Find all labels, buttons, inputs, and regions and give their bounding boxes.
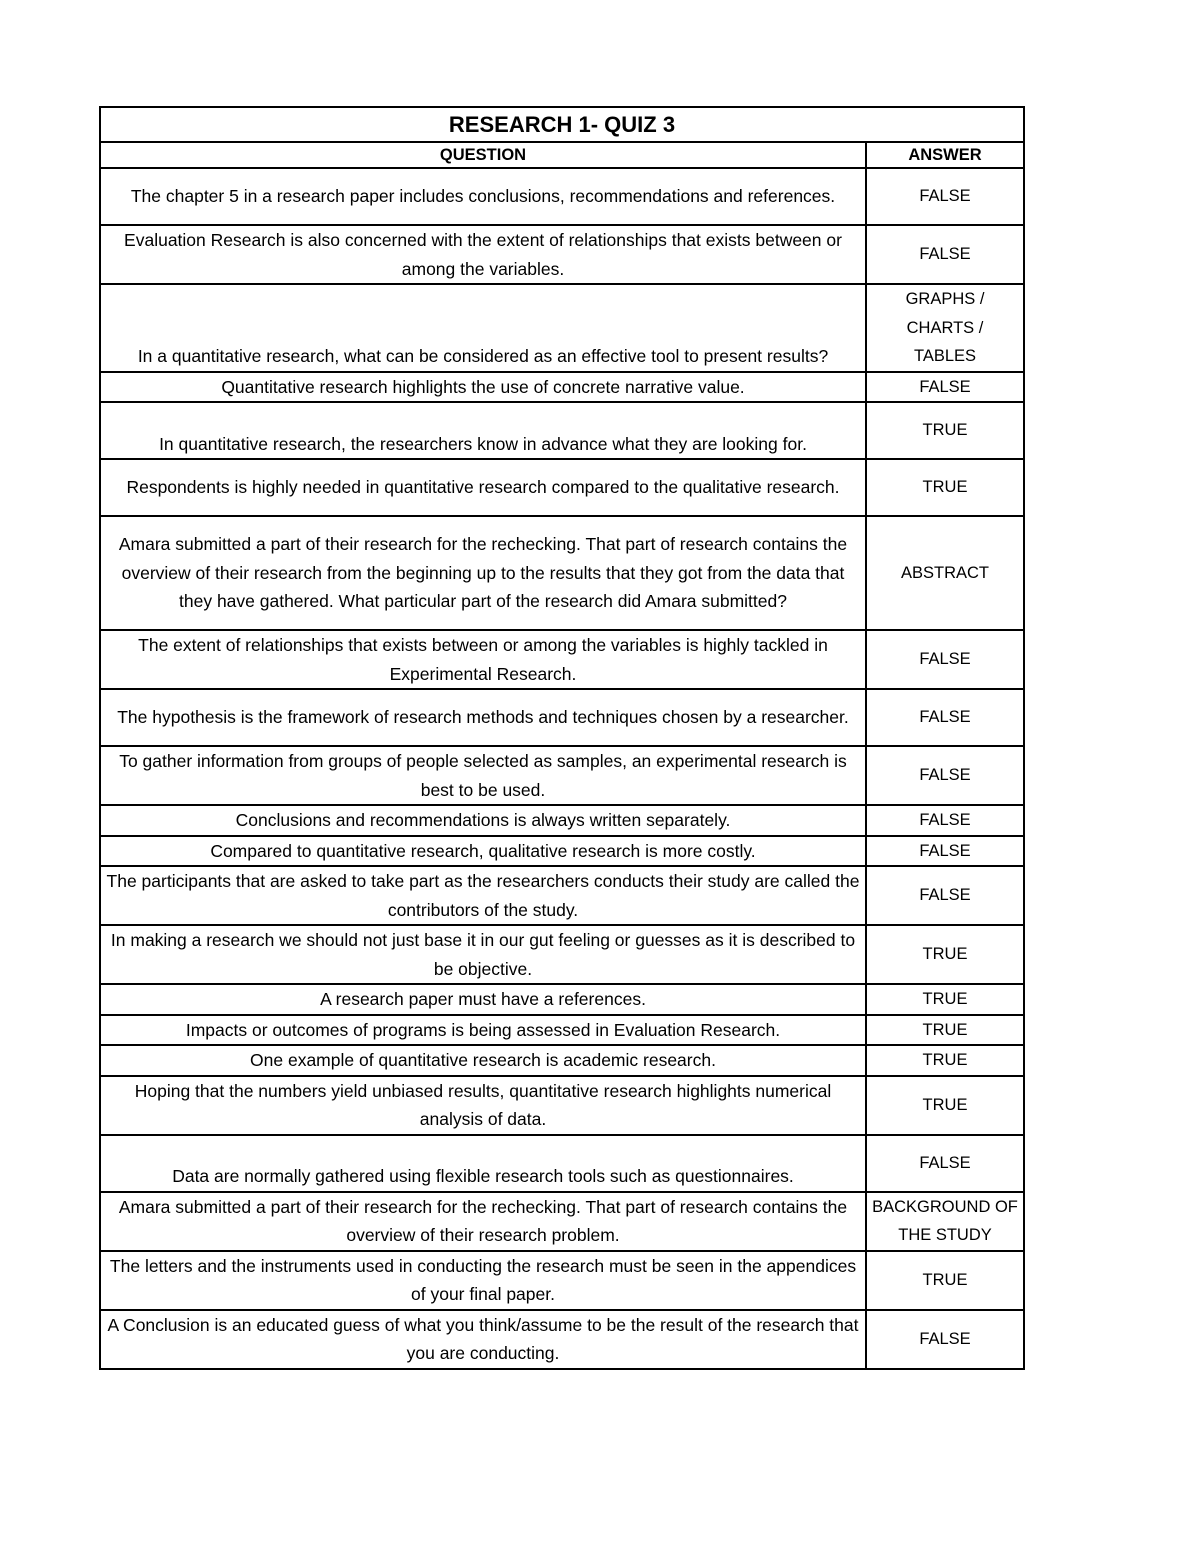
answer-cell: FALSE [866, 746, 1024, 805]
question-cell: Impacts or outcomes of programs is being assessed in Evaluation Research. [100, 1015, 866, 1046]
answer-cell: TRUE [866, 1076, 1024, 1135]
answer-column-header: ANSWER [866, 142, 1024, 168]
answer-cell: FALSE [866, 836, 1024, 867]
answer-cell: FALSE [866, 168, 1024, 225]
table-row [100, 630, 1024, 689]
table-row [100, 1015, 1024, 1046]
table-row [100, 1045, 1024, 1076]
answer-cell: TRUE [866, 1251, 1024, 1310]
table-row [100, 284, 1024, 372]
table-row [100, 689, 1024, 746]
question-cell: The hypothesis is the framework of research methods and techniques chosen by a researcher. [100, 689, 866, 746]
table-row [100, 372, 1024, 403]
header-row [100, 142, 1024, 168]
table-row [100, 1310, 1024, 1369]
question-cell: The extent of relationships that exists between or among the variables is highly tackled in Experimental Research. [100, 630, 866, 689]
question-cell [100, 284, 866, 372]
question-cell: Compared to quantitative research, qualitative research is more costly. [100, 836, 866, 867]
question-cell: In making a research we should not just base it in our gut feeling or guesses as it is described to be objective. [100, 925, 866, 984]
question-cell: Data are normally gathered using flexible research tools such as questionnaires. [100, 1135, 866, 1192]
answer-cell: FALSE [866, 1310, 1024, 1369]
answer-cell: BACKGROUND OF THE STUDY [866, 1192, 1024, 1251]
question-cell: Respondents is highly needed in quantitative research compared to the qualitative research. [100, 459, 866, 516]
answer-cell: FALSE [866, 805, 1024, 836]
quiz-table [99, 106, 1025, 1370]
question-cell: The chapter 5 in a research paper includes conclusions, recommendations and references. [100, 168, 866, 225]
table-row [100, 225, 1024, 284]
question-cell: A Conclusion is an educated guess of what you think/assume to be the result of the research that you are conducting. [100, 1310, 866, 1369]
table-row [100, 836, 1024, 867]
question-cell: Quantitative research highlights the use of concrete narrative value. [100, 372, 866, 403]
answer-cell: TRUE [866, 925, 1024, 984]
question-cell: One example of quantitative research is academic research. [100, 1045, 866, 1076]
question-text: In a quantitative research, what can be considered as an effective tool to present results? [137, 346, 829, 366]
question-cell: Hoping that the numbers yield unbiased results, quantitative research highlights numerical analysis of data. [100, 1076, 866, 1135]
question-cell: In quantitative research, the researchers know in advance what they are looking for. [100, 402, 866, 459]
answer-cell: GRAPHS / CHARTS / TABLES [866, 284, 1024, 372]
table-row [100, 1076, 1024, 1135]
answer-cell: TRUE [866, 402, 1024, 459]
answer-cell: FALSE [866, 372, 1024, 403]
question-cell: Amara submitted a part of their research for the rechecking. That part of research contains the overview of their research problem. [100, 1192, 866, 1251]
table-row [100, 459, 1024, 516]
table-row [100, 402, 1024, 459]
table-row [100, 866, 1024, 925]
table-row [100, 1192, 1024, 1251]
page-title: RESEARCH 1- QUIZ 3 [100, 107, 1024, 142]
table-row [100, 1251, 1024, 1310]
question-cell: Evaluation Research is also concerned with the extent of relationships that exists between or among the variables. [100, 225, 866, 284]
answer-cell: TRUE [866, 1045, 1024, 1076]
question-cell: Amara submitted a part of their research for the rechecking. That part of research contains the overview of their research from the beginning up to the results that they got from the data that they have gathered. What particular part of the research did Amara submitted? [100, 516, 866, 630]
title-row [100, 107, 1024, 142]
question-cell: Conclusions and recommendations is always written separately. [100, 805, 866, 836]
table-row [100, 168, 1024, 225]
question-cell: The letters and the instruments used in conducting the research must be seen in the appendices of your final paper. [100, 1251, 866, 1310]
answer-cell: TRUE [866, 1015, 1024, 1046]
question-cell: The participants that are asked to take part as the researchers conducts their study are called the contributors of the study. [100, 866, 866, 925]
answer-cell: FALSE [866, 866, 1024, 925]
answer-cell: TRUE [866, 984, 1024, 1015]
table-row [100, 1135, 1024, 1192]
question-cell: To gather information from groups of people selected as samples, an experimental research is best to be used. [100, 746, 866, 805]
question-cell: A research paper must have a references. [100, 984, 866, 1015]
table-row [100, 805, 1024, 836]
question-column-header: QUESTION [100, 142, 866, 168]
answer-cell: FALSE [866, 689, 1024, 746]
answer-cell: TRUE [866, 459, 1024, 516]
answer-cell: FALSE [866, 630, 1024, 689]
answer-cell: ABSTRACT [866, 516, 1024, 630]
table-row [100, 516, 1024, 630]
table-row [100, 925, 1024, 984]
answer-cell: FALSE [866, 1135, 1024, 1192]
table-row [100, 984, 1024, 1015]
table-row [100, 746, 1024, 805]
answer-cell: FALSE [866, 225, 1024, 284]
